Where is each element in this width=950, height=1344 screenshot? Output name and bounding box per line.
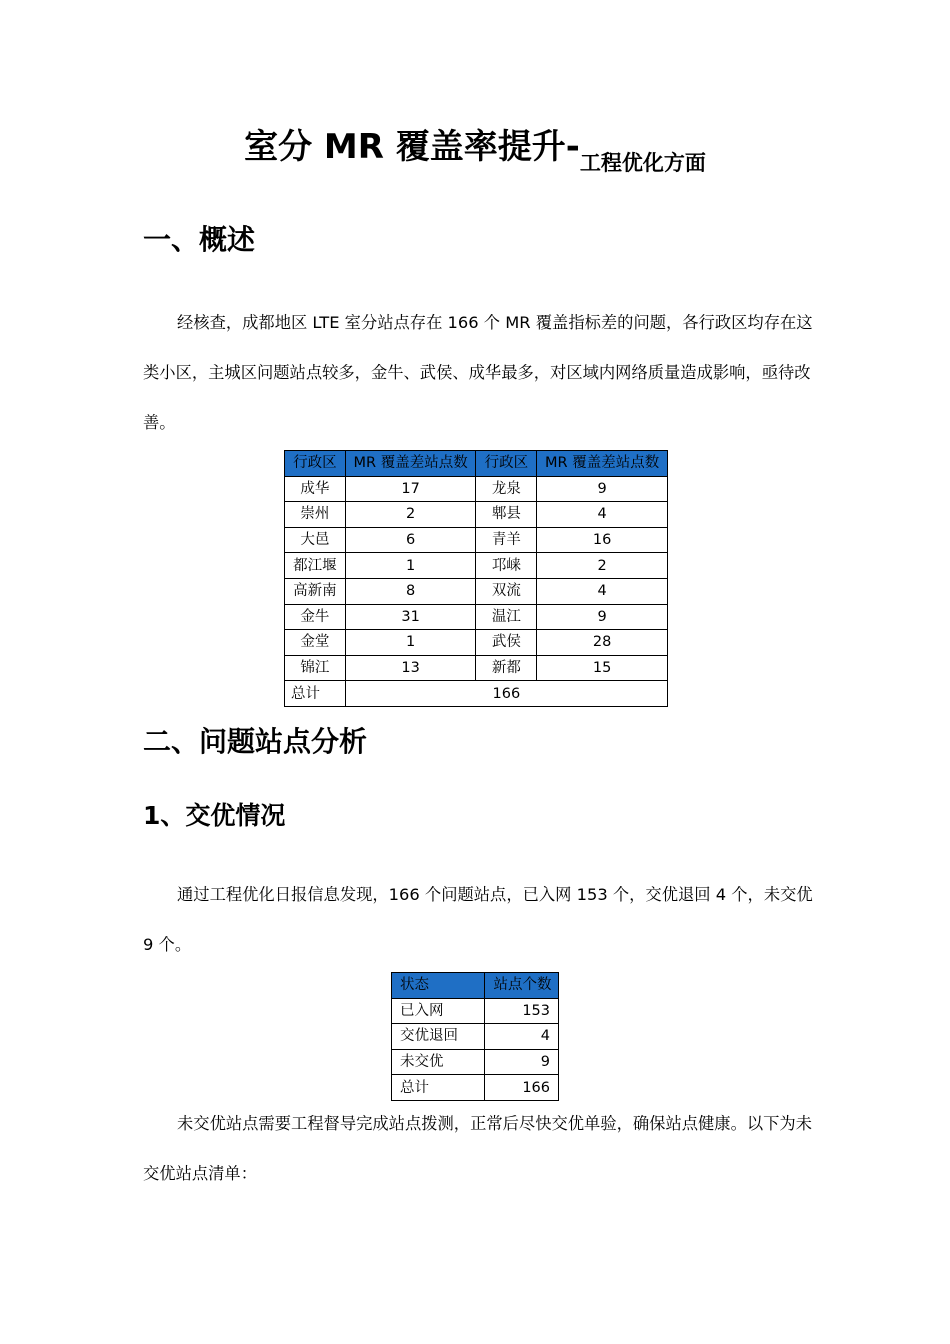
count-cell: 4 [537, 502, 668, 528]
section1-paragraph: 经核查，成都地区 LTE 室分站点存在 166 个 MR 覆盖指标差的问题，各行政区均存在这类小区，主城区问题站点较多，金牛、武侯、成华最多，对区域内网络质量造成影响，亟待改善。 [143, 313, 813, 432]
district-cell: 青羊 [476, 527, 537, 553]
district-cell: 双流 [476, 578, 537, 604]
header-count-2: MR 覆盖差站点数 [537, 451, 668, 477]
count-cell: 2 [537, 553, 668, 579]
table-row [392, 998, 559, 1024]
district-cell: 武侯 [476, 630, 537, 656]
district-cell: 温江 [476, 604, 537, 630]
count-cell: 1 [345, 553, 476, 579]
district-cell: 高新南 [285, 578, 346, 604]
status-table-header [392, 973, 559, 999]
site-count-cell: 166 [485, 1075, 559, 1101]
total-value: 166 [345, 681, 667, 707]
table-row [285, 476, 668, 502]
header-site-count: 站点个数 [485, 973, 559, 999]
district-cell: 新都 [476, 655, 537, 681]
table-row [392, 1024, 559, 1050]
count-cell: 15 [537, 655, 668, 681]
site-count-cell: 4 [485, 1024, 559, 1050]
count-cell: 17 [345, 476, 476, 502]
count-cell: 9 [537, 476, 668, 502]
count-cell: 28 [537, 630, 668, 656]
count-cell: 31 [345, 604, 476, 630]
subsection-1-paragraph: 通过工程优化日报信息发现，166 个问题站点，已入网 153 个，交优退回 4 个，未交优 9 个。 [143, 885, 813, 954]
header-district-1: 行政区 [285, 451, 346, 477]
table-row [392, 1049, 559, 1075]
table-row [285, 655, 668, 681]
title-main: 室分 MR 覆盖率提升- [244, 127, 580, 167]
table-row [285, 578, 668, 604]
district-cell: 锦江 [285, 655, 346, 681]
status-cell: 交优退回 [392, 1024, 485, 1050]
district-cell: 郫县 [476, 502, 537, 528]
page-title [0, 122, 950, 188]
status-cell: 已入网 [392, 998, 485, 1024]
count-cell: 4 [537, 578, 668, 604]
count-cell: 1 [345, 630, 476, 656]
table-row [392, 1075, 559, 1101]
table-row [285, 553, 668, 579]
section1-heading: 一、概述 [143, 223, 256, 256]
status-cell: 未交优 [392, 1049, 485, 1075]
district-cell: 金牛 [285, 604, 346, 630]
district-table [284, 450, 668, 707]
status-table [391, 972, 559, 1101]
district-cell: 崇州 [285, 502, 346, 528]
site-count-cell: 153 [485, 998, 559, 1024]
district-cell: 金堂 [285, 630, 346, 656]
count-cell: 13 [345, 655, 476, 681]
count-cell: 6 [345, 527, 476, 553]
district-cell: 邛崃 [476, 553, 537, 579]
title-sub: 工程优化方面 [579, 151, 706, 175]
table-row [285, 527, 668, 553]
district-cell: 大邑 [285, 527, 346, 553]
header-district-2: 行政区 [476, 451, 537, 477]
header-status: 状态 [392, 973, 485, 999]
count-cell: 2 [345, 502, 476, 528]
district-cell: 龙泉 [476, 476, 537, 502]
site-count-cell: 9 [485, 1049, 559, 1075]
subsection-1-paragraph-2: 未交优站点需要工程督导完成站点拨测，正常后尽快交优单验，确保站点健康。以下为未交优站点清单： [143, 1114, 812, 1183]
district-table-header [285, 451, 668, 477]
total-label: 总计 [285, 681, 346, 707]
header-count-1: MR 覆盖差站点数 [345, 451, 476, 477]
table-row [285, 502, 668, 528]
table-row [285, 604, 668, 630]
section2-heading: 二、问题站点分析 [143, 725, 368, 758]
status-cell: 总计 [392, 1075, 485, 1101]
count-cell: 16 [537, 527, 668, 553]
district-cell: 成华 [285, 476, 346, 502]
subsection-1-heading: 1、交优情况 [143, 801, 286, 830]
table-row [285, 630, 668, 656]
count-cell: 8 [345, 578, 476, 604]
count-cell: 9 [537, 604, 668, 630]
total-row [285, 681, 668, 707]
district-cell: 都江堰 [285, 553, 346, 579]
